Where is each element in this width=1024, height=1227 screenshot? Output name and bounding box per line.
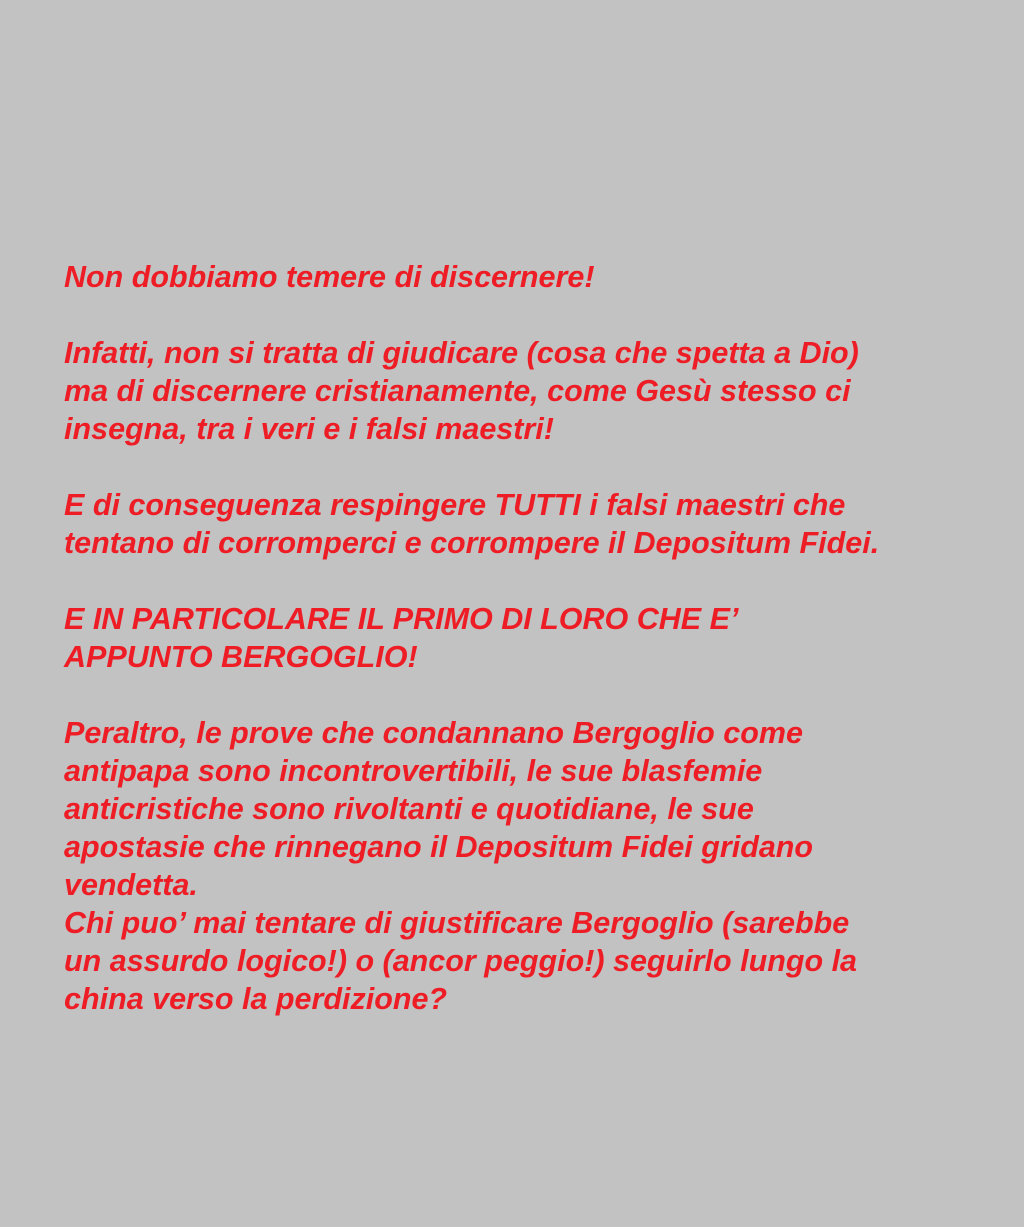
- paragraph-discernment: [64, 334, 984, 448]
- text-line: vendetta.: [64, 868, 198, 902]
- text-line: Peraltro, le prove che condannano Bergoglio come: [64, 716, 803, 750]
- paragraph-conclusion: [64, 714, 984, 1018]
- text-line: china verso la perdizione?: [64, 982, 448, 1016]
- text-line: Infatti, non si tratta di giudicare (cosa che spetta a Dio): [64, 336, 859, 370]
- paragraph-consequence: [64, 486, 984, 562]
- text-line: E IN PARTICOLARE IL PRIMO DI LORO CHE E’: [64, 602, 739, 636]
- text-line: un assurdo logico!) o (ancor peggio!) seguirlo lungo la: [64, 944, 857, 978]
- text-line: E di conseguenza respingere TUTTI i falsi maestri che: [64, 488, 846, 522]
- text-line: Chi puo’ mai tentare di giustificare Bergoglio (sarebbe: [64, 906, 850, 940]
- paragraph-intro: [64, 258, 984, 296]
- text-line: APPUNTO BERGOGLIO!: [64, 640, 418, 674]
- text-block: [64, 258, 984, 1018]
- paragraph-emphasis: [64, 600, 984, 676]
- paragraph-gap: [64, 296, 984, 334]
- paragraph-gap: [64, 676, 984, 714]
- text-line: tentano di corromperci e corrompere il Depositum Fidei.: [64, 526, 880, 560]
- text-line: Non dobbiamo temere di discernere!: [64, 260, 595, 294]
- paragraph-gap: [64, 448, 984, 486]
- text-line: ma di discernere cristianamente, come Gesù stesso ci: [64, 374, 851, 408]
- text-line: insegna, tra i veri e i falsi maestri!: [64, 412, 554, 446]
- text-line: apostasie che rinnegano il Depositum Fidei gridano: [64, 830, 814, 864]
- text-line: antipapa sono incontrovertibili, le sue blasfemie: [64, 754, 763, 788]
- paragraph-gap: [64, 562, 984, 600]
- text-line: anticristiche sono rivoltanti e quotidiane, le sue: [64, 792, 754, 826]
